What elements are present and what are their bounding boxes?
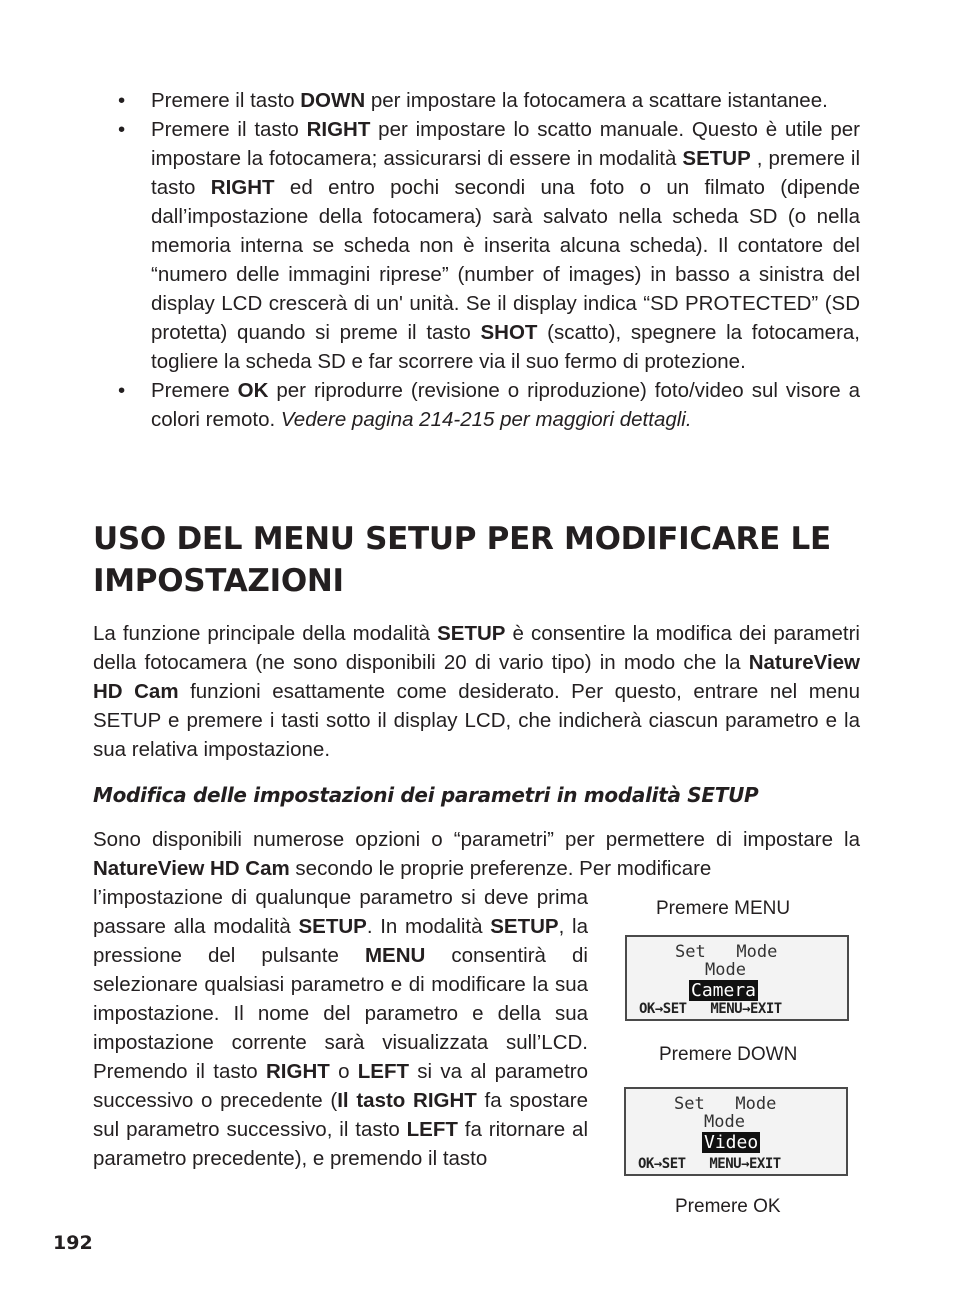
section-heading: USO DEL MENU SETUP PER MODIFICARE LE IMPOSTAZIONI — [93, 521, 831, 599]
bold-text: RIGHT — [210, 176, 275, 199]
text: si va al parametro successivo o precedente ( — [93, 1060, 589, 1112]
lcd-line-title: Set Mode — [674, 1094, 777, 1114]
text: Sono disponibili numerose opzioni o “parametri” per permettere di impostare la — [93, 828, 860, 851]
text: Premere il tasto — [151, 89, 301, 112]
text: consentirà di selezionare qualsiasi parametro e di modificare la sua impostazione. Il nome del parametro e della sua impostazione corrente sarà visualizzata sull’LCD. Premendo il tasto — [93, 944, 588, 1083]
lcd-screen-camera — [625, 935, 849, 1021]
bold-text: SETUP — [298, 915, 367, 938]
lcd-line-parameter: Mode — [704, 1112, 745, 1132]
text: per impostare lo scatto manuale. Questo è utile per impostare la fotocamera; assicurarsi di essere in modalità — [151, 118, 861, 170]
text: per impostare la fotocamera a scattare istantanee. — [365, 89, 828, 112]
text: funzioni esattamente come desiderato. Per questo, entrare nel menu SETUP e premere i tasti sotto il display LCD, che indicherà ciascun parametro e la sua relativa impostazione. — [93, 680, 860, 761]
lcd-line-keys: OK→SET MENU→EXIT — [638, 1156, 781, 1172]
bullet-item — [118, 376, 860, 434]
caption-down: Premere DOWN — [659, 1044, 798, 1065]
text: per riprodurre (revisione o riproduzione) foto/video sul visore a colori remoto. — [151, 379, 861, 431]
paragraph — [93, 825, 860, 883]
text: . In modalità — [366, 915, 491, 938]
bold-text: SETUP — [682, 147, 751, 170]
page-reference: Vedere pagina 214-215 per maggiori dettagli. — [280, 408, 692, 431]
bold-text: OK — [237, 379, 269, 402]
lcd-line-title: Set Mode — [675, 942, 778, 962]
text: secondo le proprie preferenze. Per modificare — [289, 857, 712, 880]
bold-text: MENU — [364, 944, 426, 967]
text: o — [329, 1060, 358, 1083]
text: ed entro pochi secondi una foto o un filmato (dipende dall’impostazione della fotocamera) sarà salvato nella scheda SD (o nella memoria interna se scheda non è inserita alcuna scheda). Il contatore del “numero delle immagini riprese” (number of images) in basso a sinistra del display LCD crescerà di un' unità. Se il display indica “SD PROTECTED” (SD protetta) quando si preme il tasto — [151, 176, 861, 344]
lcd-line-parameter: Mode — [705, 960, 746, 980]
text: Premere — [151, 379, 238, 402]
text: fa ritornare al parametro precedente), e premendo il tasto — [93, 1118, 588, 1170]
subsection-heading: Modifica delle impostazioni dei parametri in modalità SETUP — [93, 783, 759, 807]
lcd-screen-video — [624, 1087, 848, 1176]
bold-text: SETUP — [490, 915, 559, 938]
bold-text: NatureView HD Cam — [93, 857, 290, 880]
bold-text: DOWN — [300, 89, 366, 112]
page-number: 192 — [53, 1232, 93, 1254]
text: La funzione principale della modalità — [93, 622, 438, 645]
bold-text: RIGHT — [266, 1060, 330, 1083]
caption-ok: Premere OK — [675, 1196, 781, 1217]
lcd-line-value-highlighted: Camera — [691, 980, 757, 1001]
bold-text: RIGHT — [306, 118, 371, 141]
text: Premere il tasto — [151, 118, 307, 141]
bullet-item — [118, 86, 860, 115]
bold-text: LEFT — [406, 1118, 458, 1141]
lcd-line-value-highlighted: Video — [704, 1132, 759, 1153]
bold-text: Il tasto RIGHT — [337, 1089, 477, 1112]
bold-text: SETUP — [437, 622, 506, 645]
bullet-item — [118, 115, 860, 376]
bold-text: SHOT — [480, 321, 538, 344]
text: , la pressione del pulsante — [93, 915, 588, 967]
bold-text: NatureView HD Cam — [93, 651, 860, 703]
bold-text: LEFT — [357, 1060, 410, 1083]
text: l’impostazione di qualunque parametro si deve prima passare alla modalità — [93, 886, 588, 938]
bullet-list — [118, 86, 860, 434]
text: è consentire la modifica dei parametri della fotocamera (ne sono disponibili 20 di vario tipo) in modo che la — [93, 622, 860, 674]
intro-paragraph — [93, 619, 860, 764]
caption-menu: Premere MENU — [656, 898, 791, 919]
text: , premere il tasto — [151, 147, 860, 199]
text: fa spostare sul parametro successivo, il tasto — [93, 1089, 588, 1141]
paragraph-continued — [93, 883, 588, 1173]
text: (scatto), spegnere la fotocamera, togliere la scheda SD e far scorrere via il suo fermo di protezione. — [151, 321, 861, 373]
lcd-line-keys: OK→SET MENU→EXIT — [639, 1001, 782, 1017]
